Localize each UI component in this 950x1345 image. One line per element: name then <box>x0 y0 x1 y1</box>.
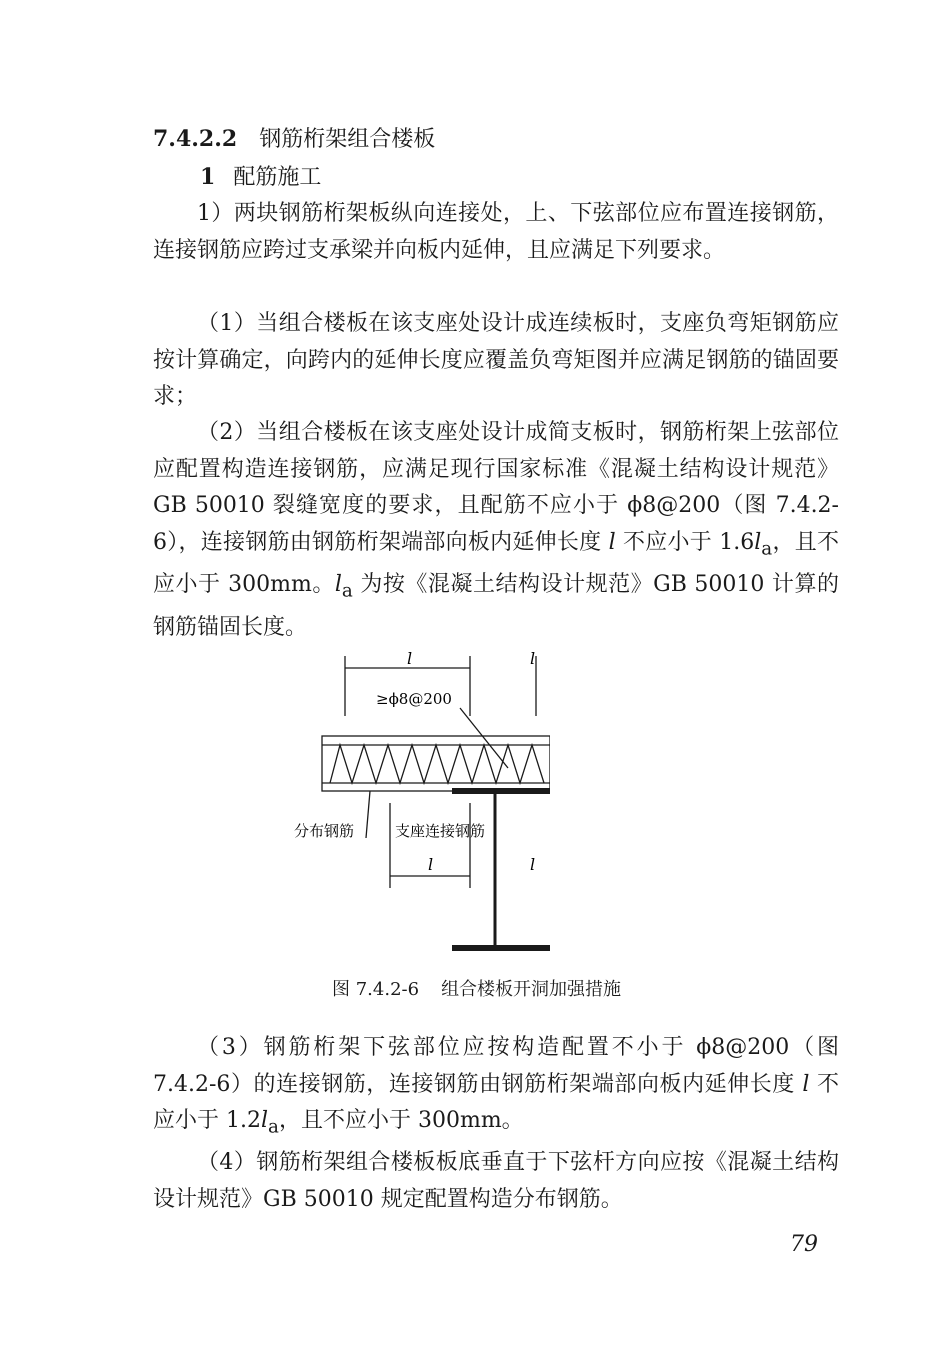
subsection-number: 1 <box>200 164 216 190</box>
anchorage-symbol: l <box>754 529 762 555</box>
figure-caption <box>332 976 621 1004</box>
subsection-heading <box>200 160 321 195</box>
support-rebar-label: 支座连接钢筋 <box>395 822 486 840</box>
truss-web <box>330 745 544 783</box>
rebar-leader <box>460 708 508 768</box>
section-heading <box>153 122 435 157</box>
anchorage-subscript-2: a <box>341 580 353 602</box>
paragraph-1: 1）两块钢筋桁架板纵向连接处，上、下弦部位应布置连接钢筋，连接钢筋应跨过支承梁并向板内延伸，且应满足下列要求。 <box>153 201 839 263</box>
paragraph-3-text-a: （2）当组合楼板在该支座处设计成简支板时，钢筋桁架上弦部位应配置构造连接钢筋，应满足现行国家标准《混凝土结构设计规范》GB 50010 裂缝宽度的要求，且配筋不应小于 ϕ8@200（图 7.4.2-6），连接钢筋由钢筋桁架端部向板内延伸长度 <box>153 420 839 555</box>
distribution-rebar-label: 分布钢筋 <box>294 822 355 840</box>
paragraph-4 <box>153 1030 839 1146</box>
figure-number: 图 7.4.2-6 <box>332 979 420 1000</box>
paragraph-4-text-a: （3）钢筋桁架下弦部位应按构造配置不小于 ϕ8@200（图 7.4.2-6）的连接钢筋，连接钢筋由钢筋桁架端部向板内延伸长度 <box>153 1035 839 1097</box>
paragraph-5: （4）钢筋桁架组合楼板板底垂直于下弦杆方向应按《混凝土结构设计规范》GB 50010 规定配置构造分布钢筋。 <box>153 1150 839 1212</box>
length-symbol-l: l <box>608 529 616 555</box>
figure-title: 组合楼板开洞加强措施 <box>441 979 622 1000</box>
section-number: 7.4.2.2 <box>153 126 238 152</box>
paragraph-3-text-b: 不应小于 1.6 <box>615 529 755 555</box>
anchorage-symbol-2: l <box>334 572 342 598</box>
page-number: 79 <box>790 1232 818 1257</box>
dim-label-top-left: l <box>407 649 413 668</box>
paragraph-3 <box>153 415 839 647</box>
dim-label-top-right: l <box>530 649 536 668</box>
paragraph-3-text-c: ，且不应小于 300mm。 <box>153 529 839 598</box>
paragraph-2: （1）当组合楼板在该支座处设计成连续板时，支座负弯矩钢筋应按计算确定，向跨内的延伸长度应覆盖负弯矩图并应满足钢筋的锚固要求； <box>153 311 839 409</box>
paragraph-3-text-d: 为按《混凝土结构设计规范》GB 50010 计算的钢筋锚固长度。 <box>153 572 839 641</box>
paragraph-4-text-c: ，且不应小于 300mm。 <box>278 1108 524 1133</box>
length-symbol-l-2: l <box>802 1071 810 1097</box>
anchorage-subscript: a <box>761 537 773 559</box>
anchorage-subscript-3: a <box>268 1116 279 1138</box>
rebar-spec-label: ≥ϕ8@200 <box>376 690 452 708</box>
distribution-leader <box>366 791 370 838</box>
dim-label-bottom-left: l <box>428 855 434 874</box>
dim-label-bottom-right: l <box>530 855 536 874</box>
section-title: 钢筋桁架组合楼板 <box>259 127 436 152</box>
anchorage-symbol-3: l <box>260 1108 269 1133</box>
paragraph-4-text-b: 不应小于 1.2 <box>153 1071 840 1133</box>
truss-slab-diagram <box>290 648 550 960</box>
figure-diagram <box>290 648 550 960</box>
subsection-title: 配筋施工 <box>233 165 322 190</box>
